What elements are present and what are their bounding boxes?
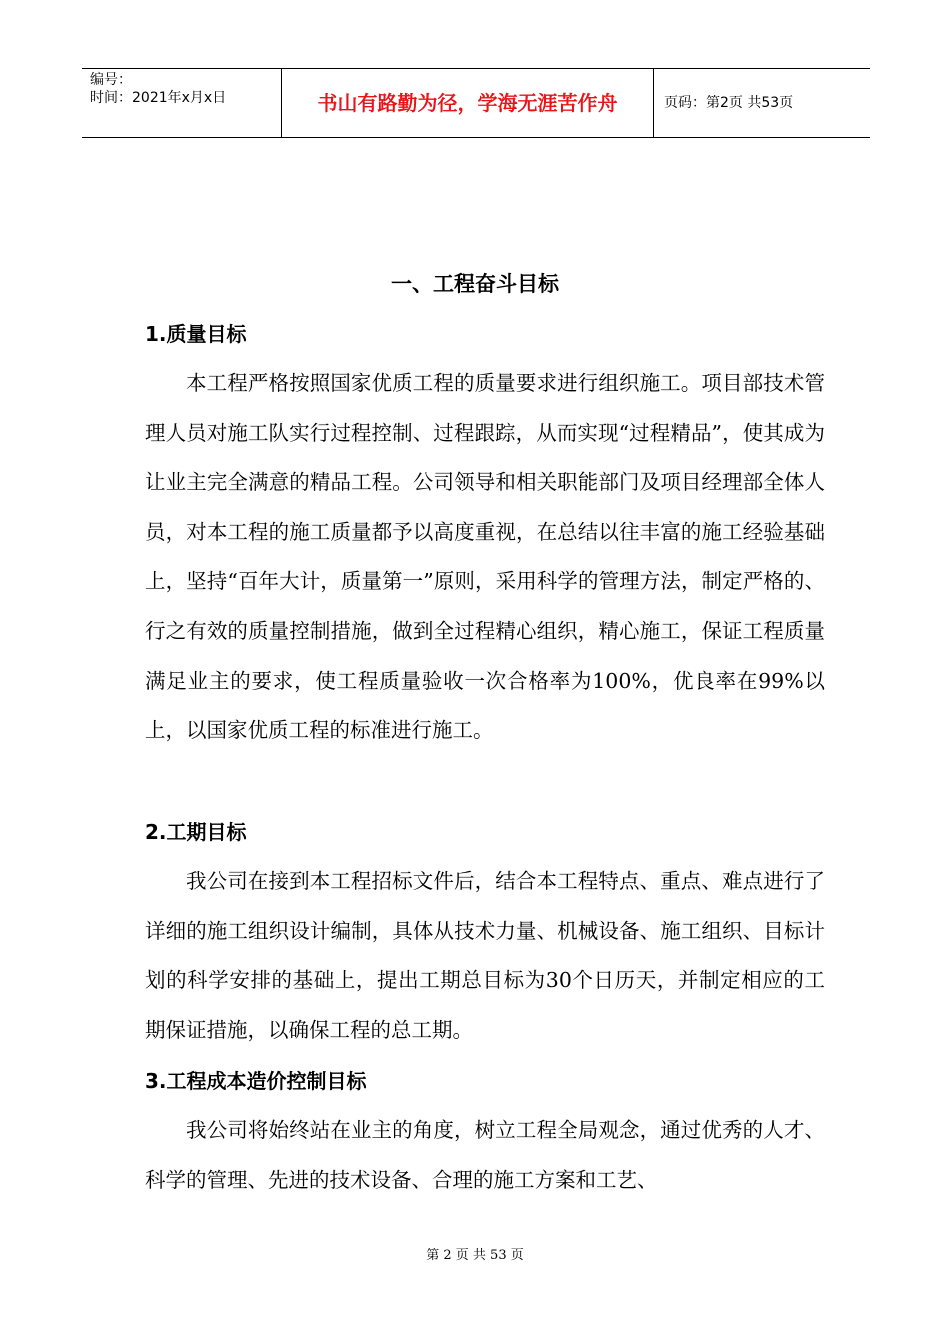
- section-paragraph-cost: 我公司将始终站在业主的角度，树立工程全局观念，通过优秀的人才、科学的管理、先进的技术设备、合理的施工方案和工艺、: [145, 1118, 825, 1192]
- section-heading-cost: 3.工程成本造价控制目标: [145, 1069, 367, 1093]
- document-number-label: 编号：: [90, 72, 132, 88]
- section-paragraph-quality: 本工程严格按照国家优质工程的质量要求进行组织施工。项目部技术管理人员对施工队实行过程控制、过程跟踪，从而实现“过程精品”，使其成为让业主完全满意的精品工程。公司领导和相关职能部门及项目经理部全体人员，对本工程的施工质量都予以高度重视，在总结以往丰富的施工经验基础上，坚持“百年大计，质量第一”原则，采用科学的管理方法，制定严格的、行之有效的质量控制措施，做到全过程精心组织，精心施工，保证工程质量满足业主的要求，使工程质量验收一次合格率为100%，优良率在99%以上，以国家优质工程的标准进行施工。: [145, 371, 825, 743]
- document-date-label: 时间：2021年x月x日: [90, 90, 227, 106]
- header-meta-cell: [82, 69, 282, 137]
- section-heading-quality: 1.质量目标: [145, 322, 247, 346]
- header-motto: 书山有路勤为径，学海无涯苦作舟: [282, 69, 654, 137]
- section-paragraph-schedule: 我公司在接到本工程招标文件后，结合本工程特点、重点、难点进行了详细的施工组织设计编制，具体从技术力量、机械设备、施工组织、目标计划的科学安排的基础上，提出工期总目标为30个日历天，并制定相应的工期保证措施，以确保工程的总工期。: [145, 869, 825, 1042]
- page-footer: 第 2 页 共 53 页: [426, 1248, 524, 1263]
- header-page-info: 页码：第2页 共53页: [664, 95, 794, 111]
- section-heading-schedule: 2.工期目标: [145, 820, 247, 844]
- page-header: [82, 68, 870, 138]
- document-title: 一、工程奋斗目标: [391, 272, 559, 296]
